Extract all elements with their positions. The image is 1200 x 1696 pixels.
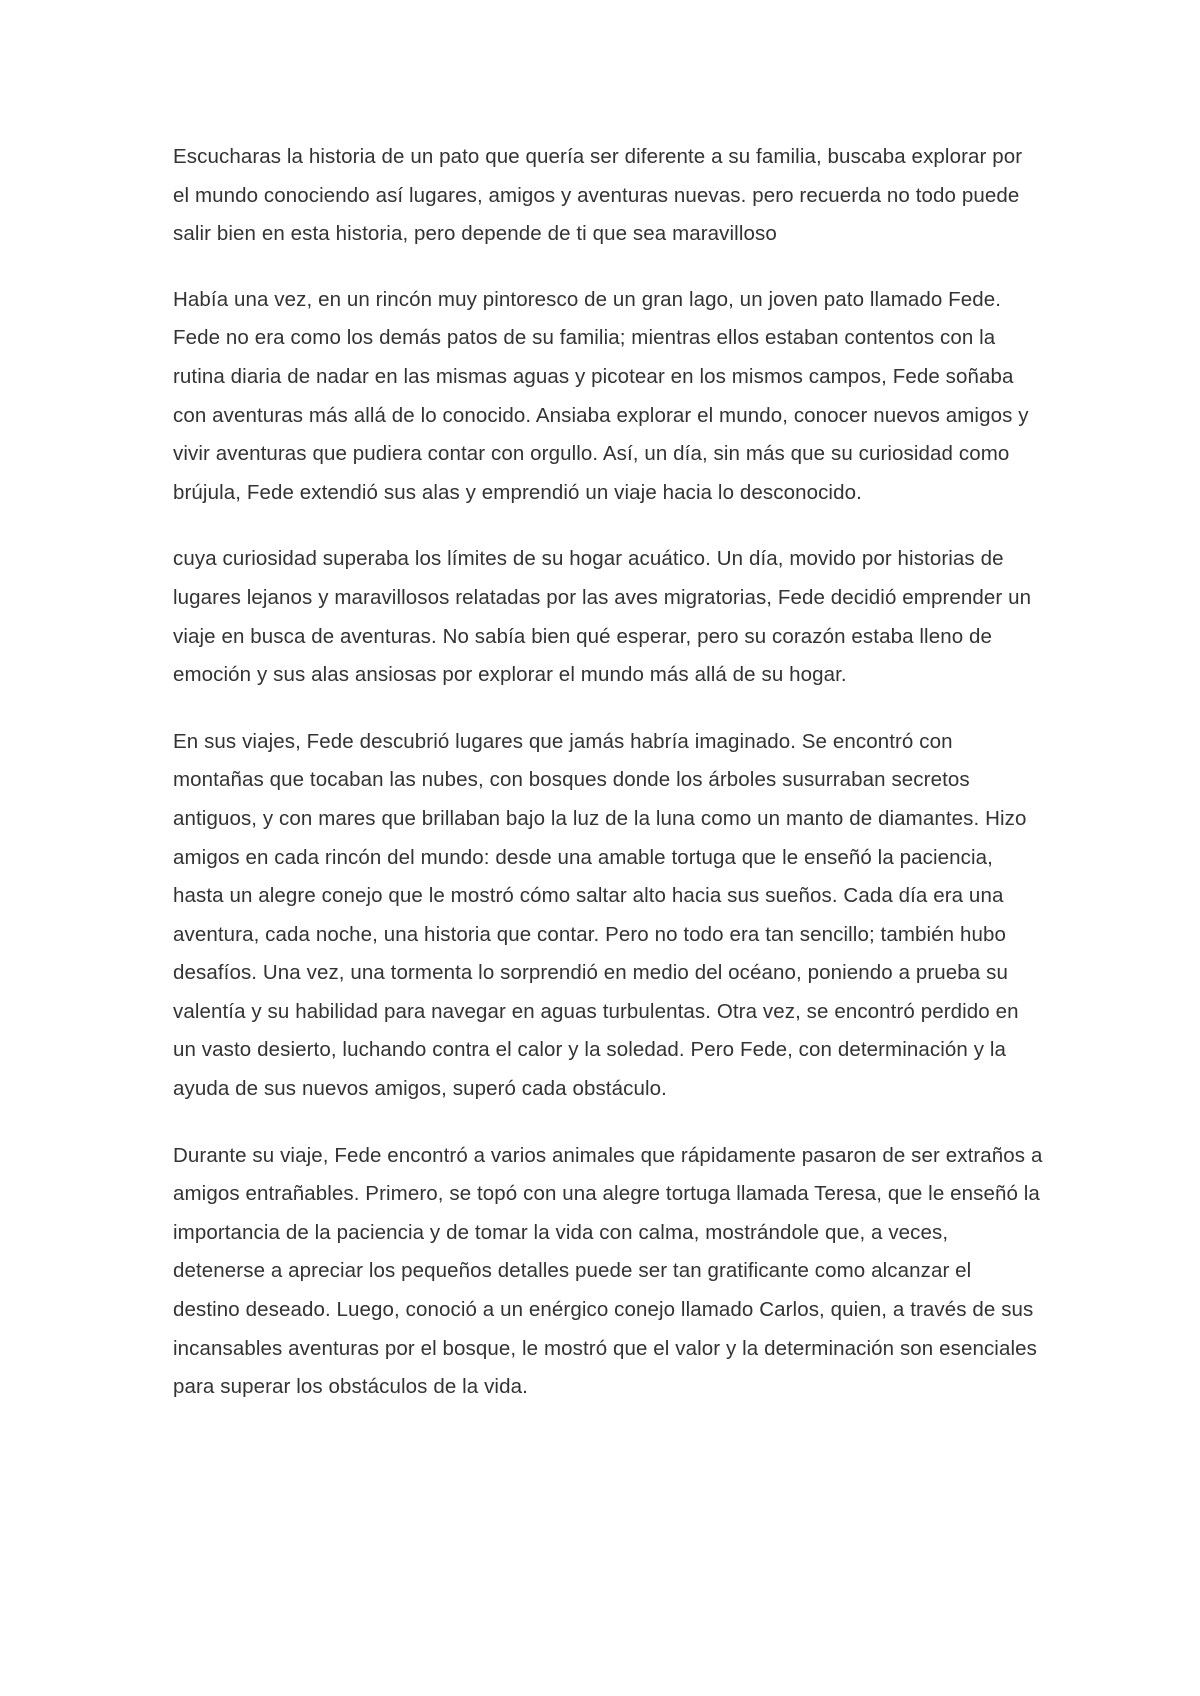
- paragraph-curiosity: cuya curiosidad superaba los límites de su hogar acuático. Un día, movido por historias de lugares lejanos y maravillosos relatadas por las aves migratorias, Fede decidió emprender un viaje en busca de aventuras. No sabía bien qué esperar, pero su corazón estaba lleno de emoción y sus alas ansiosas por explorar el mundo más allá de su hogar.: [173, 547, 1032, 687]
- paragraph-intro: Escucharas la historia de un pato que quería ser diferente a su familia, buscaba explorar por el mundo conociendo así lugares, amigos y aventuras nuevas. pero recuerda no todo puede salir bien en esta historia, pero depende de ti que sea maravilloso: [173, 145, 1023, 246]
- document-body: [173, 138, 1043, 1435]
- paragraph-travels: En sus viajes, Fede descubrió lugares que jamás habría imaginado. Se encontró con montañas que tocaban las nubes, con bosques donde los árboles susurraban secretos antiguos, y con mares que brillaban bajo la luz de la luna como un manto de diamantes. Hizo amigos en cada rincón del mundo: desde una amable tortuga que le enseñó la paciencia, hasta un alegre conejo que le mostró cómo saltar alto hacia sus sueños. Cada día era una aventura, cada noche, una historia que contar. Pero no todo era tan sencillo; también hubo desafíos. Una vez, una tormenta lo sorprendió en medio del océano, poniendo a prueba su valentía y su habilidad para navegar en aguas turbulentas. Otra vez, se encontró perdido en un vasto desierto, luchando contra el calor y la soledad. Pero Fede, con determinación y la ayuda de sus nuevos amigos, superó cada obstáculo.: [173, 729, 1027, 1101]
- paragraph-once-upon-a-time: Había una vez, en un rincón muy pintoresco de un gran lago, un joven pato llamado Fede. Fede no era como los demás patos de su familia; mientras ellos estaban contentos con la rutina diaria de nadar en las mismas aguas y picotear en los mismos campos, Fede soñaba con aventuras más allá de lo conocido. Ansiaba explorar el mundo, conocer nuevos amigos y vivir aventuras que pudiera contar con orgullo. Así, un día, sin más que su curiosidad como brújula, Fede extendió sus alas y emprendió un viaje hacia lo desconocido.: [173, 287, 1029, 504]
- paragraph-friends: Durante su viaje, Fede encontró a varios animales que rápidamente pasaron de ser extraños a amigos entrañables. Primero, se topó con una alegre tortuga llamada Teresa, que le enseñó la importancia de la paciencia y de tomar la vida con calma, mostrándole que, a veces, detenerse a apreciar los pequeños detalles puede ser tan gratificante como alcanzar el destino deseado. Luego, conoció a un enérgico conejo llamado Carlos, quien, a través de sus incansables aventuras por el bosque, le mostró que el valor y la determinación son esenciales para superar los obstáculos de la vida.: [173, 1143, 1043, 1399]
